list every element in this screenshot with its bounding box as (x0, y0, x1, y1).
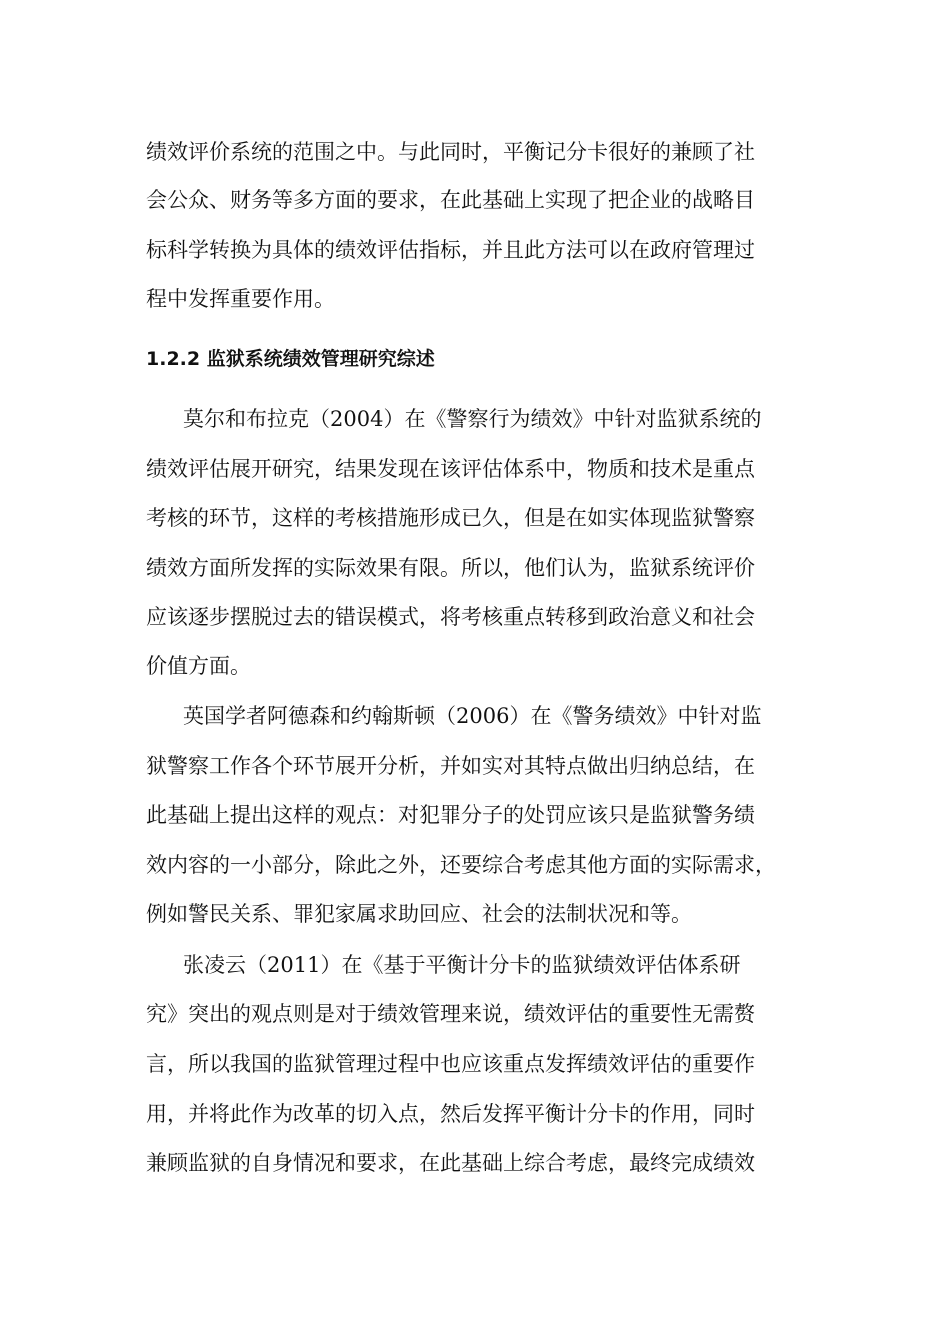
text-line: 张凌云（2011）在《基于平衡计分卡的监狱绩效评估体系研 (183, 953, 741, 977)
text-line: 狱警察工作各个环节展开分析，并如实对其特点做出归纳总结，在 (146, 754, 755, 778)
text-line: 应该逐步摆脱过去的错误模式，将考核重点转移到政治意义和社会 (146, 605, 755, 629)
text-line: 莫尔和布拉克（2004）在《警察行为绩效》中针对监狱系统的 (183, 407, 762, 431)
text-line: 考核的环节，这样的考核措施形成已久，但是在如实体现监狱警察 (146, 506, 755, 530)
text-line: 兼顾监狱的自身情况和要求，在此基础上综合考虑，最终完成绩效 (146, 1151, 755, 1175)
text-line: 绩效评估展开研究，结果发现在该评估体系中，物质和技术是重点 (146, 457, 755, 481)
text-line: 用，并将此作为改革的切入点，然后发挥平衡计分卡的作用，同时 (146, 1102, 755, 1126)
text-line: 绩效方面所发挥的实际效果有限。所以，他们认为，监狱系统评价 (146, 556, 755, 580)
text-line: 绩效评价系统的范围之中。与此同时，平衡记分卡很好的兼顾了社 (146, 140, 755, 164)
text-line: 此基础上提出这样的观点：对犯罪分子的处罚应该只是监狱警务绩 (146, 803, 755, 827)
text-line: 效内容的一小部分，除此之外，还要综合考虑其他方面的实际需求， (146, 853, 776, 877)
text-line: 究》突出的观点则是对于绩效管理来说，绩效评估的重要性无需赘 (146, 1002, 755, 1026)
text-line: 价值方面。 (146, 654, 251, 678)
text-line: 言，所以我国的监狱管理过程中也应该重点发挥绩效评估的重要作 (146, 1052, 755, 1076)
text-line: 会公众、财务等多方面的要求，在此基础上实现了把企业的战略目 (146, 188, 755, 212)
text-line: 英国学者阿德森和约翰斯顿（2006）在《警务绩效》中针对监 (183, 704, 762, 728)
text-line: 标科学转换为具体的绩效评估指标，并且此方法可以在政府管理过 (146, 238, 755, 262)
text-line: 程中发挥重要作用。 (146, 287, 335, 311)
section-heading: 1.2.2 监狱系统绩效管理研究综述 (146, 348, 435, 370)
text-line: 例如警民关系、罪犯家属求助回应、社会的法制状况和等。 (146, 902, 692, 926)
